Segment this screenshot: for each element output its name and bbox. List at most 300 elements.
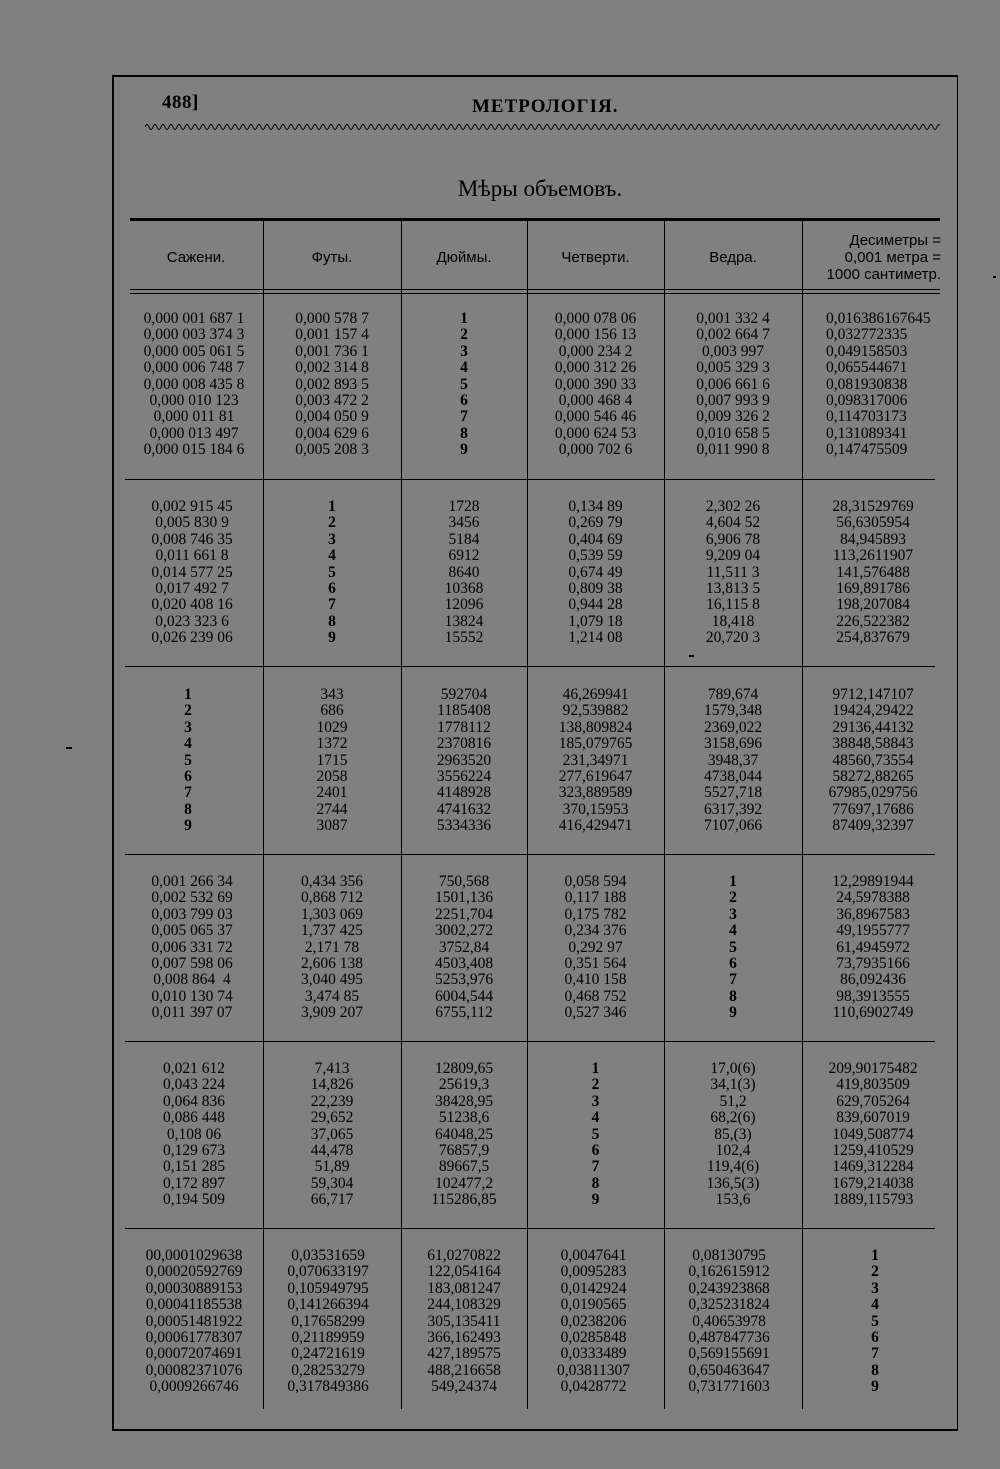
table-cell: 0,0333489 bbox=[560, 1345, 627, 1363]
column-decimetry bbox=[826, 311, 964, 459]
table-cell: 5184 bbox=[448, 530, 480, 548]
table-cell: 102,4 bbox=[715, 1141, 751, 1159]
table-cell: 9712,147107 bbox=[832, 686, 914, 703]
table-cell: 0,674 49 bbox=[568, 563, 623, 581]
table-cell: 1185408 bbox=[437, 702, 491, 720]
table-cell: 0,000 010 123 bbox=[149, 391, 239, 409]
row-index-cell: 8 bbox=[729, 987, 737, 1005]
table-cell: 0,03811307 bbox=[556, 1361, 631, 1379]
table-cell: 0,002 915 45 bbox=[151, 498, 233, 515]
column-decimetry bbox=[804, 874, 942, 1022]
column-sazheni bbox=[128, 874, 256, 1022]
table-cell: 113,2611907 bbox=[832, 547, 914, 565]
row-index-cell: 7 bbox=[184, 784, 192, 802]
header-chetverti: Четверти. bbox=[561, 248, 630, 266]
table-cell: 3456 bbox=[448, 514, 480, 532]
table-cell: 0,010 658 5 bbox=[696, 424, 770, 442]
table-cell: 0,014 577 25 bbox=[151, 563, 233, 581]
column-vedra bbox=[666, 874, 800, 1022]
table-cell: 323,889589 bbox=[558, 784, 633, 802]
row-index-cell: 2 bbox=[591, 1076, 600, 1094]
table-cell: 0,000 390 33 bbox=[554, 375, 637, 393]
table-cell: 0,064 836 bbox=[163, 1092, 225, 1110]
table-cell: 18,418 bbox=[711, 612, 755, 630]
row-index-cell: 5 bbox=[184, 751, 192, 769]
table-cell: 2744 bbox=[316, 800, 348, 818]
table-cell: 44,478 bbox=[310, 1141, 354, 1159]
table-cell: 0,020 408 16 bbox=[151, 596, 233, 614]
table-cell: 0,0047641 bbox=[560, 1247, 627, 1264]
table-cell: 73,7935166 bbox=[836, 954, 910, 972]
table-cell: 37,065 bbox=[310, 1125, 354, 1143]
table-cell: 839,607019 bbox=[836, 1109, 910, 1127]
table-cell: 0,004 050 9 bbox=[295, 408, 369, 426]
table-cell: 0,00041185538 bbox=[145, 1296, 243, 1314]
table-cell: 0,000 702 6 bbox=[558, 441, 633, 459]
table-cell: 1,214 08 bbox=[568, 629, 623, 647]
table-cell: 549,24374 bbox=[431, 1378, 497, 1396]
table-cell: 0,08130795 bbox=[692, 1247, 766, 1264]
row-index-cell: 3 bbox=[328, 530, 336, 548]
row-index-cell: 2 bbox=[460, 326, 468, 344]
table-cell: 59,304 bbox=[310, 1174, 354, 1192]
table-cell: 0,000 015 184 6 bbox=[143, 441, 245, 459]
column-sazheni bbox=[130, 311, 258, 459]
table-cell: 4738,044 bbox=[703, 767, 763, 785]
column-chetverti bbox=[529, 311, 662, 459]
table-cell: 0,0095283 bbox=[560, 1263, 627, 1281]
row-index-cell: 5 bbox=[328, 563, 336, 581]
row-index-cell: 6 bbox=[729, 954, 737, 972]
header-dyuimy: Дюймы. bbox=[436, 248, 492, 266]
table-cell: 0,40653978 bbox=[692, 1312, 766, 1330]
table-cell: 0,00020592769 bbox=[145, 1263, 243, 1281]
table-cell: 0,175 782 bbox=[564, 905, 627, 923]
table-cell: 3,909 207 bbox=[301, 1004, 363, 1022]
table-cell: 5334336 bbox=[436, 817, 492, 835]
table-cell: 3556224 bbox=[436, 767, 492, 785]
table-cell: 92,539882 bbox=[562, 702, 629, 720]
table-cell: 0,003 799 03 bbox=[151, 905, 233, 923]
table-cell: 4148928 bbox=[436, 784, 492, 802]
table-cell: 25619,3 bbox=[438, 1076, 490, 1094]
row-index-cell: 7 bbox=[591, 1158, 600, 1176]
block-separator bbox=[125, 1041, 935, 1042]
table-cell: 46,269941 bbox=[562, 686, 629, 703]
table-cell: 0,410 158 bbox=[564, 971, 627, 989]
table-cell: 0,006 331 72 bbox=[151, 938, 233, 956]
row-index-cell: 7 bbox=[460, 408, 468, 426]
table-cell: 0,000 234 2 bbox=[558, 342, 633, 360]
column-divider bbox=[802, 221, 803, 1409]
table-cell: 0,004 629 6 bbox=[295, 424, 369, 442]
table-cell: 0,292 97 bbox=[568, 938, 623, 956]
table-cell: 0,234 376 bbox=[564, 922, 627, 940]
table-cell: 85,(3) bbox=[714, 1125, 752, 1143]
table-cell: 0,000 003 374 3 bbox=[143, 326, 245, 344]
table-cell: 122,054164 bbox=[427, 1263, 501, 1281]
table-cell: 0,129 673 bbox=[163, 1141, 225, 1159]
column-chetverti bbox=[529, 874, 662, 1022]
table-cell: 58272,88265 bbox=[832, 767, 914, 785]
table-cell: 0,00082371076 bbox=[145, 1361, 243, 1379]
table-cell: 6755,112 bbox=[435, 1004, 493, 1022]
table-cell: 0,000 001 687 1 bbox=[143, 310, 245, 327]
table-cell: 0,03531659 bbox=[291, 1247, 365, 1264]
table-cell: 0,000 546 46 bbox=[554, 408, 637, 426]
table-cell: 64048,25 bbox=[434, 1125, 494, 1143]
table-cell: 84,945893 bbox=[840, 530, 906, 548]
table-cell: 29136,44132 bbox=[832, 718, 914, 736]
table-cell: 305,135411 bbox=[427, 1312, 501, 1330]
table-cell: 254,837679 bbox=[836, 629, 910, 647]
header-decimetry: Десиметры = 0,001 метра = 1000 сантиметр. bbox=[826, 231, 941, 283]
table-cell: 169,891786 bbox=[836, 579, 910, 597]
table-cell: 1,303 069 bbox=[301, 905, 363, 923]
table-cell: 12096 bbox=[444, 596, 484, 614]
table-cell: 12809,65 bbox=[434, 1060, 494, 1077]
table-cell: 0,114703173 bbox=[826, 408, 907, 426]
table-cell: 0,000 312 26 bbox=[554, 359, 637, 377]
table-cell: 0,325231824 bbox=[688, 1296, 770, 1314]
table-cell: 7,413 bbox=[314, 1060, 350, 1077]
column-futy bbox=[266, 311, 398, 459]
table-cell: 366,162493 bbox=[427, 1328, 501, 1346]
table-cell: 0,194 509 bbox=[163, 1191, 225, 1209]
table-cell: 0,000 005 061 5 bbox=[143, 342, 245, 360]
table-cell: 0,005 329 3 bbox=[696, 359, 770, 377]
table-cell: 1778112 bbox=[437, 718, 491, 736]
table-cell: 0,809 38 bbox=[568, 579, 623, 597]
row-index-cell: 4 bbox=[328, 547, 336, 565]
table-cell: 0,001 157 4 bbox=[295, 326, 369, 344]
table-cell: 0,269 79 bbox=[568, 514, 623, 532]
row-index-cell: 9 bbox=[871, 1378, 879, 1396]
table-cell: 5253,976 bbox=[434, 971, 494, 989]
table-cell: 38848,58843 bbox=[832, 735, 914, 753]
table-cell: 89667,5 bbox=[438, 1158, 490, 1176]
table-cell: 6912 bbox=[448, 547, 480, 565]
row-index-cell: 5 bbox=[460, 375, 468, 393]
table-cell: 0,007 598 06 bbox=[151, 954, 233, 972]
table-cell: 0,003 472 2 bbox=[295, 391, 369, 409]
table-cell: 115286,85 bbox=[431, 1191, 497, 1209]
table-cell: 198,207084 bbox=[836, 596, 910, 614]
row-index-cell: 4 bbox=[729, 922, 737, 940]
table-cell: 2963520 bbox=[436, 751, 492, 769]
column-sazheni bbox=[130, 1248, 258, 1396]
column-dyuimy bbox=[403, 874, 525, 1022]
table-cell: 0,162615912 bbox=[688, 1263, 770, 1281]
table-cell: 0,000 008 435 8 bbox=[143, 375, 245, 393]
running-head: МЕТРОЛОГІЯ. bbox=[472, 96, 619, 117]
table-cell: 98,3913555 bbox=[836, 987, 910, 1005]
table-cell: 138,809824 bbox=[558, 718, 633, 736]
header-vedra: Ведра. bbox=[709, 248, 757, 266]
table-cell: 0,868 712 bbox=[301, 889, 363, 907]
column-divider bbox=[664, 221, 665, 1409]
table-cell: 0,003 997 bbox=[702, 342, 764, 360]
table-cell: 1259,410529 bbox=[832, 1141, 914, 1159]
column-vedra bbox=[666, 687, 800, 835]
table-cell: 0,243923868 bbox=[688, 1279, 770, 1297]
table-cell: 36,8967583 bbox=[836, 905, 910, 923]
table-cell: 750,568 bbox=[438, 873, 490, 890]
table-cell: 0,000 624 53 bbox=[554, 424, 637, 442]
table-cell: 17,0(6) bbox=[710, 1060, 756, 1077]
table-cell: 1501,136 bbox=[434, 889, 494, 907]
row-index-cell: 3 bbox=[184, 718, 192, 736]
table-cell: 38428,95 bbox=[434, 1092, 494, 1110]
column-dyuimy bbox=[403, 499, 525, 647]
table-cell: 61,0270822 bbox=[427, 1247, 501, 1264]
table-cell: 0,008 746 35 bbox=[151, 530, 233, 548]
table-cell: 0,006 661 6 bbox=[696, 375, 770, 393]
table-cell: 343 bbox=[320, 686, 344, 703]
table-cell: 0,000 156 13 bbox=[554, 326, 637, 344]
table-cell: 0,008 864 4 bbox=[153, 971, 231, 989]
row-index-cell: 7 bbox=[871, 1345, 879, 1363]
column-divider bbox=[263, 221, 264, 1409]
block-separator bbox=[125, 1228, 935, 1229]
table-cell: 00,0001029638 bbox=[145, 1247, 243, 1264]
table-cell: 0,043 224 bbox=[163, 1076, 225, 1094]
table-cell: 0,0142924 bbox=[560, 1279, 627, 1297]
table-cell: 3087 bbox=[316, 817, 348, 835]
table-cell: 1,737 425 bbox=[301, 922, 363, 940]
table-cell: 2401 bbox=[316, 784, 348, 802]
block-separator bbox=[125, 479, 935, 480]
table-cell: 102477,2 bbox=[434, 1174, 494, 1192]
table-cell: 0,021 612 bbox=[163, 1060, 225, 1077]
table-cell: 0,070633197 bbox=[287, 1263, 369, 1281]
table-cell: 0,24721619 bbox=[291, 1345, 365, 1363]
table-cell: 14,826 bbox=[310, 1076, 354, 1094]
table-cell: 3,040 495 bbox=[301, 971, 363, 989]
print-speck bbox=[689, 655, 694, 657]
block-separator bbox=[125, 666, 935, 667]
row-index-cell: 6 bbox=[184, 767, 192, 785]
table-cell: 6,906 78 bbox=[705, 530, 761, 548]
table-cell: 0,002 314 8 bbox=[295, 359, 369, 377]
table-cell: 0,007 993 9 bbox=[696, 391, 770, 409]
table-cell: 244,108329 bbox=[427, 1296, 501, 1314]
table-cell: 2251,704 bbox=[434, 905, 494, 923]
column-sazheni bbox=[130, 1061, 258, 1209]
table-cell: 3,474 85 bbox=[304, 987, 360, 1005]
row-index-cell: 5 bbox=[591, 1125, 600, 1143]
table-cell: 0,351 564 bbox=[564, 954, 627, 972]
column-vedra bbox=[666, 1061, 800, 1209]
row-index-cell: 1 bbox=[871, 1247, 879, 1264]
table-cell: 29,652 bbox=[310, 1109, 354, 1127]
table-cell: 56,6305954 bbox=[836, 514, 910, 532]
table-cell: 370,15953 bbox=[562, 800, 629, 818]
table-cell: 0,001 332 4 bbox=[696, 310, 770, 327]
table-cell: 0,081930838 bbox=[826, 375, 908, 393]
row-index-cell: 9 bbox=[328, 629, 336, 647]
row-index-cell: 6 bbox=[591, 1141, 600, 1159]
table-cell: 0,0009266746 bbox=[149, 1378, 239, 1396]
table-cell: 1728 bbox=[448, 498, 480, 515]
table-title: Мѣры объемовъ. bbox=[457, 176, 623, 201]
table-cell: 0,011 990 8 bbox=[696, 441, 770, 459]
table-cell: 6317,392 bbox=[703, 800, 763, 818]
table-cell: 0,141266394 bbox=[287, 1296, 369, 1314]
column-divider bbox=[527, 221, 528, 1409]
table-cell: 10368 bbox=[444, 579, 484, 597]
table-cell: 0,000 011 81 bbox=[153, 408, 235, 426]
row-index-cell: 6 bbox=[460, 391, 468, 409]
table-cell: 226,522382 bbox=[836, 612, 910, 630]
table-cell: 427,189575 bbox=[427, 1345, 501, 1363]
table-cell: 11,511 3 bbox=[706, 563, 760, 581]
table-cell: 209,90175482 bbox=[828, 1060, 918, 1077]
table-cell: 0,17658299 bbox=[291, 1312, 365, 1330]
row-index-cell: 4 bbox=[460, 359, 468, 377]
column-futy bbox=[266, 1061, 398, 1209]
table-cell: 0,000 006 748 7 bbox=[143, 359, 245, 377]
table-cell: 0,317849386 bbox=[287, 1378, 369, 1396]
row-index-cell: 2 bbox=[871, 1263, 879, 1281]
row-index-cell: 1 bbox=[591, 1060, 600, 1077]
row-index-cell: 4 bbox=[184, 735, 192, 753]
table-cell: 629,705264 bbox=[836, 1092, 910, 1110]
header-futy: Футы. bbox=[311, 248, 353, 266]
row-index-cell: 9 bbox=[184, 817, 192, 835]
table-cell: 2,171 78 bbox=[304, 938, 360, 956]
table-cell: 0,001 266 34 bbox=[151, 873, 233, 890]
row-index-cell: 7 bbox=[729, 971, 737, 989]
row-index-cell: 2 bbox=[184, 702, 192, 720]
table-cell: 0,147475509 bbox=[826, 441, 908, 459]
table-cell: 0,002 532 69 bbox=[151, 889, 233, 907]
table-cell: 110,6902749 bbox=[832, 1004, 914, 1022]
column-chetverti bbox=[529, 499, 662, 647]
table-cell: 0,098317006 bbox=[826, 391, 908, 409]
table-cell: 1029 bbox=[316, 718, 348, 736]
table-cell: 0,650463647 bbox=[688, 1361, 770, 1379]
table-cell: 141,576488 bbox=[836, 563, 910, 581]
header-sazheni: Сажени. bbox=[166, 248, 226, 266]
table-cell: 0,468 752 bbox=[564, 987, 627, 1005]
table-cell: 3002,272 bbox=[434, 922, 494, 940]
table-cell: 7107,066 bbox=[703, 817, 763, 835]
table-cell: 51,89 bbox=[314, 1158, 350, 1176]
table-cell: 0,005 065 37 bbox=[151, 922, 233, 940]
column-chetverti bbox=[529, 1061, 662, 1209]
table-cell: 1889,115793 bbox=[832, 1191, 914, 1209]
table-cell: 86,092436 bbox=[840, 971, 906, 989]
row-index-cell: 6 bbox=[871, 1328, 879, 1346]
column-vedra bbox=[666, 499, 800, 647]
print-speck bbox=[993, 276, 996, 278]
table-cell: 15552 bbox=[444, 629, 484, 647]
table-cell: 1579,348 bbox=[703, 702, 763, 720]
row-index-cell: 3 bbox=[591, 1092, 600, 1110]
row-index-cell: 9 bbox=[729, 1004, 737, 1022]
column-futy bbox=[266, 874, 398, 1022]
table-cell: 0,00030889153 bbox=[145, 1279, 243, 1297]
row-index-cell: 2 bbox=[328, 514, 336, 532]
table-cell: 0,086 448 bbox=[163, 1109, 225, 1127]
table-cell: 0,011 397 07 bbox=[151, 1004, 233, 1022]
table-cell: 2058 bbox=[316, 767, 348, 785]
table-cell: 0,28253279 bbox=[291, 1361, 365, 1379]
column-futy bbox=[262, 1248, 394, 1396]
table-cell: 686 bbox=[320, 702, 344, 720]
table-cell: 1372 bbox=[316, 735, 348, 753]
table-cell: 1049,508774 bbox=[832, 1125, 914, 1143]
table-cell: 0,151 285 bbox=[163, 1158, 225, 1176]
table-cell: 0,023 323 6 bbox=[155, 612, 229, 630]
row-index-cell: 9 bbox=[460, 441, 468, 459]
table-cell: 76857,9 bbox=[438, 1141, 490, 1159]
page-number: 488] bbox=[162, 92, 199, 113]
table-cell: 24,5978388 bbox=[836, 889, 910, 907]
print-speck bbox=[66, 747, 72, 749]
table-cell: 185,079765 bbox=[558, 735, 633, 753]
table-cell: 48560,73554 bbox=[832, 751, 914, 769]
column-decimetry bbox=[804, 499, 942, 647]
table-cell: 0,002 893 5 bbox=[295, 375, 369, 393]
table-cell: 592704 bbox=[440, 686, 488, 703]
wavy-ornament-rule bbox=[145, 120, 940, 134]
column-futy bbox=[266, 687, 398, 835]
table-cell: 0,000 013 497 bbox=[149, 424, 239, 442]
row-index-cell: 7 bbox=[328, 596, 336, 614]
row-index-cell: 4 bbox=[871, 1296, 879, 1314]
table-cell: 0,131089341 bbox=[826, 424, 908, 442]
table-cell: 0,404 69 bbox=[568, 530, 623, 548]
table-cell: 488,216658 bbox=[427, 1361, 501, 1379]
table-cell: 8640 bbox=[448, 563, 480, 581]
table-cell: 1715 bbox=[316, 751, 348, 769]
column-dyuimy bbox=[403, 1061, 525, 1209]
column-sazheni bbox=[124, 687, 252, 835]
column-dyuimy bbox=[403, 687, 525, 835]
table-cell: 67985,029756 bbox=[828, 784, 918, 802]
table-cell: 87409,32397 bbox=[832, 817, 914, 835]
row-index-cell: 3 bbox=[460, 342, 468, 360]
table-cell: 0,032772335 bbox=[826, 326, 908, 344]
row-index-cell: 1 bbox=[328, 498, 336, 515]
table-cell: 0,001 736 1 bbox=[295, 342, 369, 360]
table-cell: 66,717 bbox=[310, 1191, 354, 1209]
table-cell: 0,134 89 bbox=[568, 498, 623, 515]
row-index-cell: 1 bbox=[184, 686, 192, 703]
row-index-cell: 4 bbox=[591, 1109, 600, 1127]
table-cell: 16,115 8 bbox=[706, 596, 760, 614]
table-cell: 0,000 078 06 bbox=[554, 310, 637, 327]
column-vedra bbox=[662, 1248, 796, 1396]
table-cell: 0,539 59 bbox=[568, 547, 623, 565]
table-cell: 0,016386167645 bbox=[826, 310, 931, 327]
table-cell: 0,105949795 bbox=[287, 1279, 369, 1297]
table-cell: 12,29891944 bbox=[832, 873, 914, 890]
table-cell: 3752,84 bbox=[438, 938, 490, 956]
table-cell: 231,34971 bbox=[562, 751, 629, 769]
table-cell: 0,011 661 8 bbox=[155, 547, 229, 565]
table-cell: 136,5(3) bbox=[706, 1174, 760, 1192]
row-index-cell: 5 bbox=[871, 1312, 879, 1330]
row-index-cell: 5 bbox=[729, 938, 737, 956]
column-dyuimy bbox=[403, 1248, 525, 1396]
table-cell: 0,434 356 bbox=[301, 873, 363, 890]
table-cell: 3158,696 bbox=[703, 735, 763, 753]
table-cell: 4741632 bbox=[436, 800, 492, 818]
row-index-cell: 8 bbox=[328, 612, 336, 630]
